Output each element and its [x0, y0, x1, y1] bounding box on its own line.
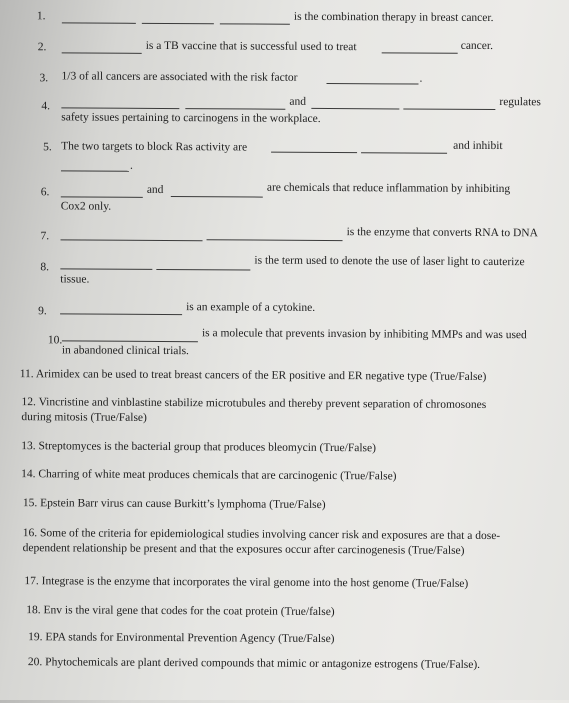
answer-blank: [61, 196, 143, 198]
question-number: 5.: [43, 141, 52, 154]
question-text: Cox2 only.: [60, 200, 112, 213]
question-text: is the combination therapy in breast cancer.: [293, 10, 494, 25]
question-text: and inhibit: [453, 139, 503, 153]
question-text: 1/3 of all cancers are associated with the risk factor: [61, 70, 298, 84]
question-text: and: [289, 95, 307, 108]
answer-blank: [61, 170, 129, 171]
question-number: 4.: [41, 100, 51, 113]
true-false-question: 17. Integrase is the enzyme that incorporates the viral genome into the host genome (True/False): [24, 575, 469, 590]
question-number: 2.: [37, 41, 47, 54]
question-text: regulates: [499, 96, 541, 109]
answer-blank: [171, 196, 263, 198]
true-false-question: 20. Phytochemicals are plant derived compounds that mimic or antagonize estrogens (True/False).: [27, 656, 481, 671]
true-false-question: 14. Charring of white meat produces chemicals that are carcinogenic (True/False): [21, 468, 397, 483]
answer-blank: [326, 83, 418, 85]
question-text: is a molecule that prevents invasion by inhibiting MMPs and was used: [201, 327, 527, 342]
true-false-question: 12. Vincristine and vinblastine stabilize microtubules and thereby prevent separation of chromosones: [21, 396, 487, 411]
question-text: tissue.: [60, 273, 90, 286]
answer-blank: [156, 269, 250, 271]
question-number: 1.: [36, 10, 46, 23]
question-text: .: [129, 159, 133, 172]
answer-blank: [207, 239, 343, 241]
question-text: .: [419, 72, 423, 85]
question-number: 3.: [39, 72, 49, 85]
true-false-question-continued: dependent relationship be present and that the exposures occur after carcinogenesis (True/False): [22, 542, 465, 557]
question-number: 10.: [47, 334, 63, 347]
answer-blank: [142, 23, 214, 24]
question-text: The two targets to block Ras activity are: [61, 140, 248, 154]
question-text: is the term used to denote the use of laser light to cauterize: [254, 254, 525, 269]
true-false-question-continued: during mitosis (True/False): [21, 411, 147, 424]
question-text: cancer.: [460, 39, 494, 53]
answer-blank: [220, 23, 290, 24]
true-false-question: 11. Arimidex can be used to treat breast cancers of the ER positive and ER negative type (True/False): [19, 368, 487, 383]
question-number: 8.: [40, 261, 50, 274]
answer-blank: [61, 239, 203, 241]
answer-blank: [185, 108, 285, 110]
true-false-question: 13. Streptomyces is the bacterial group that produces bleomycin (True/False): [21, 440, 377, 455]
answer-blank: [62, 22, 136, 23]
question-text: is a TB vaccine that is successful used to treat: [145, 39, 357, 54]
answer-blank: [62, 340, 198, 342]
question-number: 9.: [38, 305, 47, 318]
question-number: 6.: [40, 186, 50, 199]
answer-blank: [382, 52, 458, 53]
true-false-question: 19. EPA stands for Environmental Prevention Agency (True/False): [28, 631, 335, 646]
question-text: is an example of a cytokine.: [186, 301, 316, 314]
answer-blank: [403, 108, 495, 110]
answer-blank: [62, 52, 142, 53]
answer-blank: [361, 152, 447, 154]
answer-blank: [61, 107, 179, 109]
question-text: safety issues pertaining to carcinogens in the workplace.: [61, 111, 321, 125]
true-false-question: 18. Env is the viral gene that codes for the coat protein (True/false): [26, 604, 335, 619]
answer-blank: [60, 313, 182, 315]
true-false-question: 16. Some of the criteria for epidemiological studies involving cancer risk and exposures are that a dose-: [22, 527, 501, 543]
question-number: 7.: [40, 230, 50, 243]
answer-blank: [60, 268, 152, 270]
question-text: are chemicals that reduce inflammation by inhibiting: [266, 181, 511, 196]
question-text: in abandoned clinical trials.: [61, 344, 190, 358]
question-text: is the enzyme that converts RNA to DNA: [346, 226, 538, 240]
true-false-question: 15. Epstein Barr virus can cause Burkitt’s lymphoma (True/False): [22, 497, 326, 511]
answer-blank: [271, 152, 357, 154]
question-text: and: [146, 183, 164, 197]
answer-blank: [311, 108, 399, 110]
